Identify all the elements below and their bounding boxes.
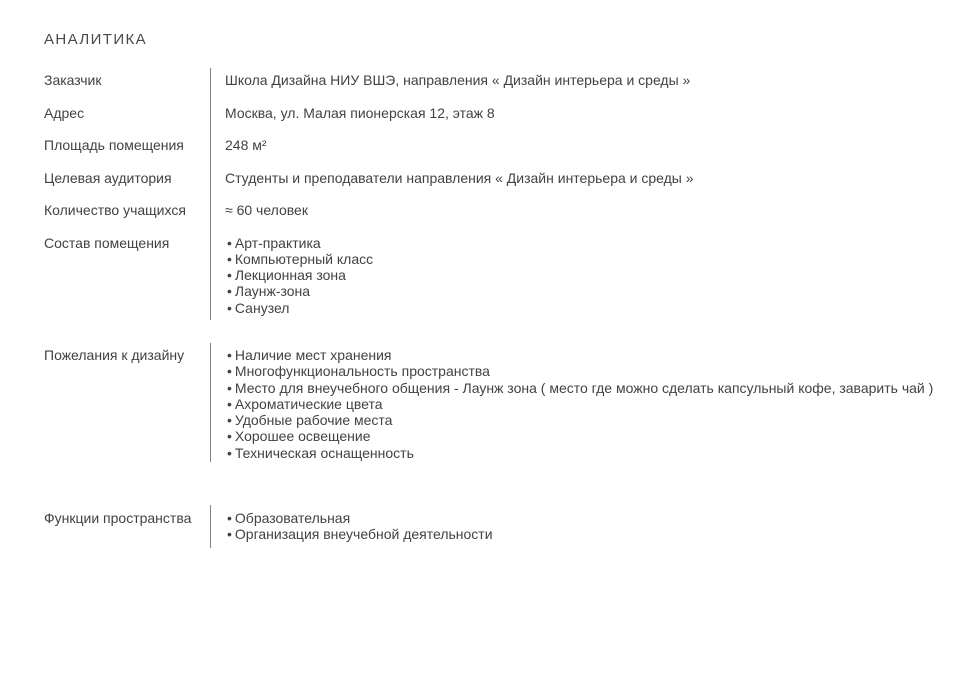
row-label: Пожелания к дизайну (44, 347, 185, 363)
list-item: • Санузел (227, 300, 960, 316)
brief-row (44, 137, 960, 153)
row-value-list (210, 510, 960, 543)
brief-row (44, 202, 960, 218)
brief-row (44, 170, 960, 186)
brief-row (44, 347, 960, 461)
row-label: Функции пространства (44, 510, 192, 526)
vertical-divider (210, 68, 211, 320)
brief-section (44, 72, 960, 316)
page-title: АНАЛИТИКА (44, 31, 148, 48)
row-label: Площадь помещения (44, 137, 184, 153)
row-label: Целевая аудитория (44, 169, 172, 186)
row-value: 248 м² (225, 137, 267, 153)
list-item: • Лекционная зона (227, 267, 960, 283)
vertical-divider (210, 343, 211, 462)
list-item: • Удобные рабочие места (227, 412, 960, 428)
list-item: • Наличие мест хранения (227, 347, 960, 363)
brief-row (44, 72, 960, 88)
row-label: Состав помещения (44, 234, 170, 251)
list-item: • Образовательная (227, 510, 960, 526)
row-value-list (210, 235, 960, 316)
list-item: • Многофункциональность пространства (227, 363, 960, 379)
list-item: • Хорошее освещение (227, 428, 960, 444)
row-label: Адрес (44, 104, 85, 121)
brief-section (44, 347, 960, 461)
row-label: Количество учащихся (44, 202, 186, 218)
list-item: • Лаунж-зона (227, 283, 960, 299)
list-item: • Ахроматические цвета (227, 396, 960, 412)
list-item: • Арт-практика (227, 235, 960, 251)
brief-row (44, 235, 960, 316)
vertical-divider (210, 505, 211, 548)
brief-row (44, 510, 960, 543)
list-item: • Место для внеучебного общения - Лаунж зона ( место где можно сделать капсульный кофе, заварить чай ) (227, 380, 960, 396)
row-value: Москва, ул. Малая пионерская 12, этаж 8 (225, 104, 495, 121)
row-label: Заказчик (44, 72, 102, 88)
list-item: • Организация внеучебной деятельности (227, 526, 960, 542)
list-item: • Компьютерный класс (227, 251, 960, 267)
row-value: Школа Дизайна НИУ ВШЭ, направления « Дизайн интерьера и среды » (225, 72, 691, 88)
brief-row (44, 105, 960, 121)
brief-section (44, 510, 960, 543)
list-item: • Техническая оснащенность (227, 445, 960, 461)
row-value: ≈ 60 человек (225, 202, 308, 218)
row-value-list (210, 347, 960, 461)
row-value: Студенты и преподаватели направления « Дизайн интерьера и среды » (225, 169, 694, 186)
